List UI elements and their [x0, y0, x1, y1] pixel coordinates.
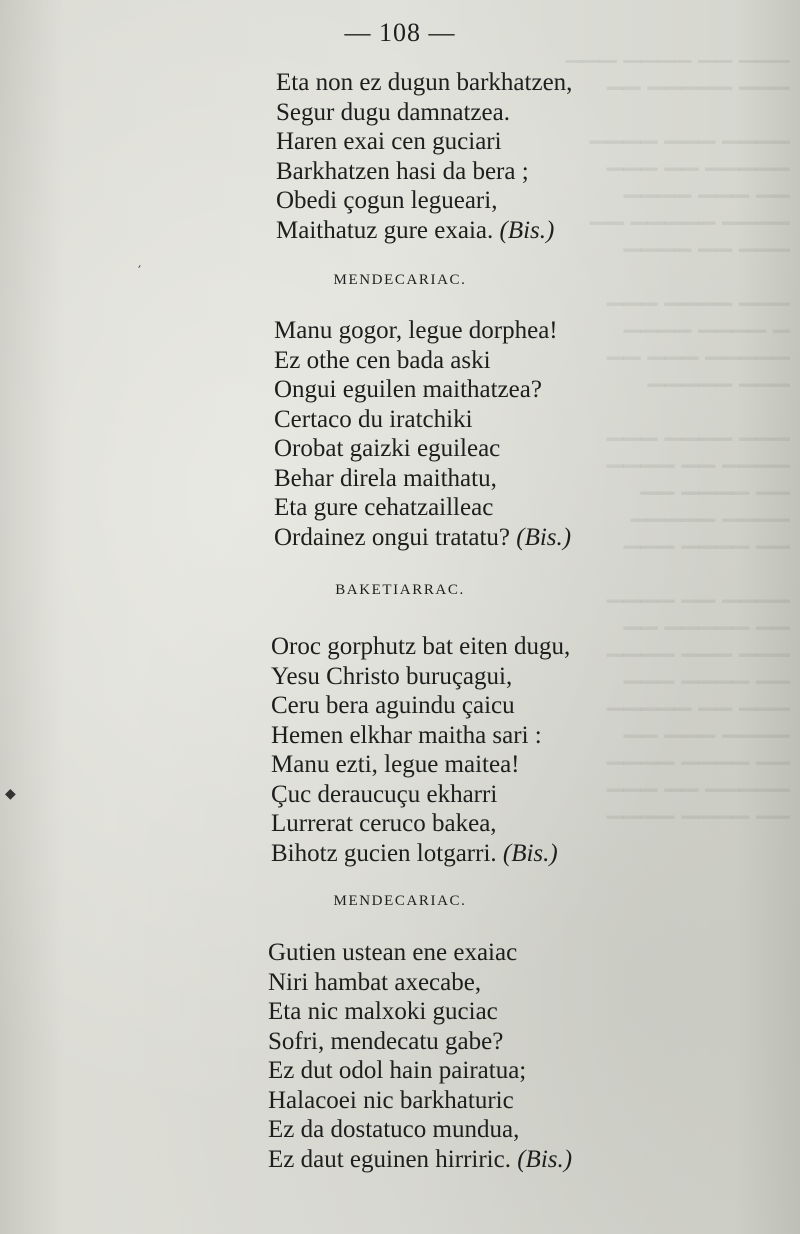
verse-line: Niri hambat axecabe, — [268, 968, 482, 996]
verse-line: Yesu Christo buruçagui, — [271, 662, 513, 690]
section-heading: MENDECARIAC. — [333, 893, 467, 909]
verse-line: Eta non ez dugun barkhatzen, — [276, 69, 573, 96]
page-number: — 108 — — [344, 18, 456, 47]
verse-line: Eta nic malxoki guciac — [268, 998, 498, 1025]
verse-line: Ongui eguilen maithatzea? — [274, 376, 542, 403]
verse-line: Manu gogor, legue dorphea! — [274, 317, 558, 344]
verse-line: Ceru bera aguindu çaicu — [271, 692, 515, 719]
section-heading: MENDECARIAC. — [333, 272, 467, 288]
verse-line: Halacoei nic barkhaturic — [268, 1086, 514, 1114]
verse-line: Segur dugu damnatzea. — [276, 98, 510, 126]
verse-line: Ordainez ongui tratatu? (Bis.) — [274, 523, 572, 551]
show-through-texture: ▔▔▔ ▔▔▔▔ ▔▔ ▔▔▔ ▔▔ ▔▔▔▔▔ ▔▔▔ ▔▔▔▔ ▔▔▔ ▔▔▔▔ ▔▔▔ ▔▔ ▔▔▔▔▔ ▔▔▔▔ ▔▔▔ ▔▔ ▔▔ ▔▔▔▔▔ ▔▔▔▔ ▔▔▔▔ ▔▔ ▔▔▔ ▔▔▔ ▔▔▔▔ ▔▔▔ ▔▔▔▔ ▔▔▔▔ ▔ ▔▔ ▔▔▔ ▔▔▔▔▔ ▔▔▔▔▔ ▔▔▔ ▔▔▔ ▔▔▔▔ ▔▔▔ ▔▔▔▔ ▔▔ ▔▔▔▔ ▔▔ ▔▔▔▔ ▔▔ ▔▔▔▔▔ ▔▔▔▔ ▔▔▔ ▔▔▔▔ ▔▔ ▔▔▔▔ ▔▔ ▔▔▔▔ ▔▔ ▔▔▔▔▔ ▔▔ ▔▔▔▔ ▔▔▔ ▔▔▔ ▔▔▔ ▔▔▔▔ ▔▔ ▔▔▔▔▔ ▔▔ ▔▔▔ ▔▔ ▔▔▔ ▔▔▔▔ ▔▔▔▔ ▔▔▔▔ ▔▔ ▔▔▔ ▔▔ ▔▔▔▔▔ ▔▔▔▔ ▔▔▔▔ ▔▔ — [565, 61, 790, 842]
verse-line: Ez dut odol hain pairatua; — [268, 1057, 527, 1084]
verse-line: Sofri, mendecatu gabe? — [268, 1027, 504, 1055]
stanza-3 — [271, 632, 570, 868]
refrain-marker: (Bis.) — [499, 216, 555, 244]
verse-line: Ez da dostatuco mundua, — [268, 1116, 520, 1143]
verse-line: Lurrerat ceruco bakea, — [271, 810, 497, 837]
stanza-1 — [276, 68, 572, 245]
verse-line: Haren exai cen guciari — [276, 128, 502, 155]
margin-mark: ◆ — [5, 786, 16, 802]
verse-line: Behar direla maithatu, — [274, 464, 497, 492]
verse-line: Gutien ustean ene exaiac — [268, 939, 518, 966]
margin-mark: ′ — [138, 264, 142, 280]
verse-line: Eta gure cehatzailleac — [274, 494, 494, 521]
verse-line: Manu ezti, legue maitea! — [271, 751, 520, 778]
verse-line: Maithatuz gure exaia. (Bis.) — [276, 216, 555, 244]
refrain-marker: (Bis.) — [516, 523, 572, 551]
stanza-2 — [274, 316, 571, 552]
verse-line: Bihotz gucien lotgarri. (Bis.) — [271, 839, 558, 867]
stanza-4 — [268, 938, 572, 1174]
verse-line: Oroc gorphutz bat eiten dugu, — [271, 633, 571, 660]
verse-line: Ez othe cen bada aski — [274, 346, 491, 374]
section-heading: BAKETIARRAC. — [335, 582, 465, 598]
verse-line: Hemen elkhar maitha sari : — [271, 721, 542, 749]
verse-line: Ez daut eguinen hirriric. (Bis.) — [268, 1145, 573, 1173]
verse-line: Orobat gaizki eguileac — [274, 435, 501, 462]
verse-line: Obedi çogun legueari, — [276, 187, 498, 214]
verse-line: Barkhatzen hasi da bera ; — [276, 157, 529, 185]
verse-line: Çuc deraucuçu ekharri — [271, 780, 498, 808]
verse-line: Certaco du iratchiki — [274, 405, 473, 433]
refrain-marker: (Bis.) — [517, 1145, 573, 1173]
refrain-marker: (Bis.) — [502, 839, 558, 867]
